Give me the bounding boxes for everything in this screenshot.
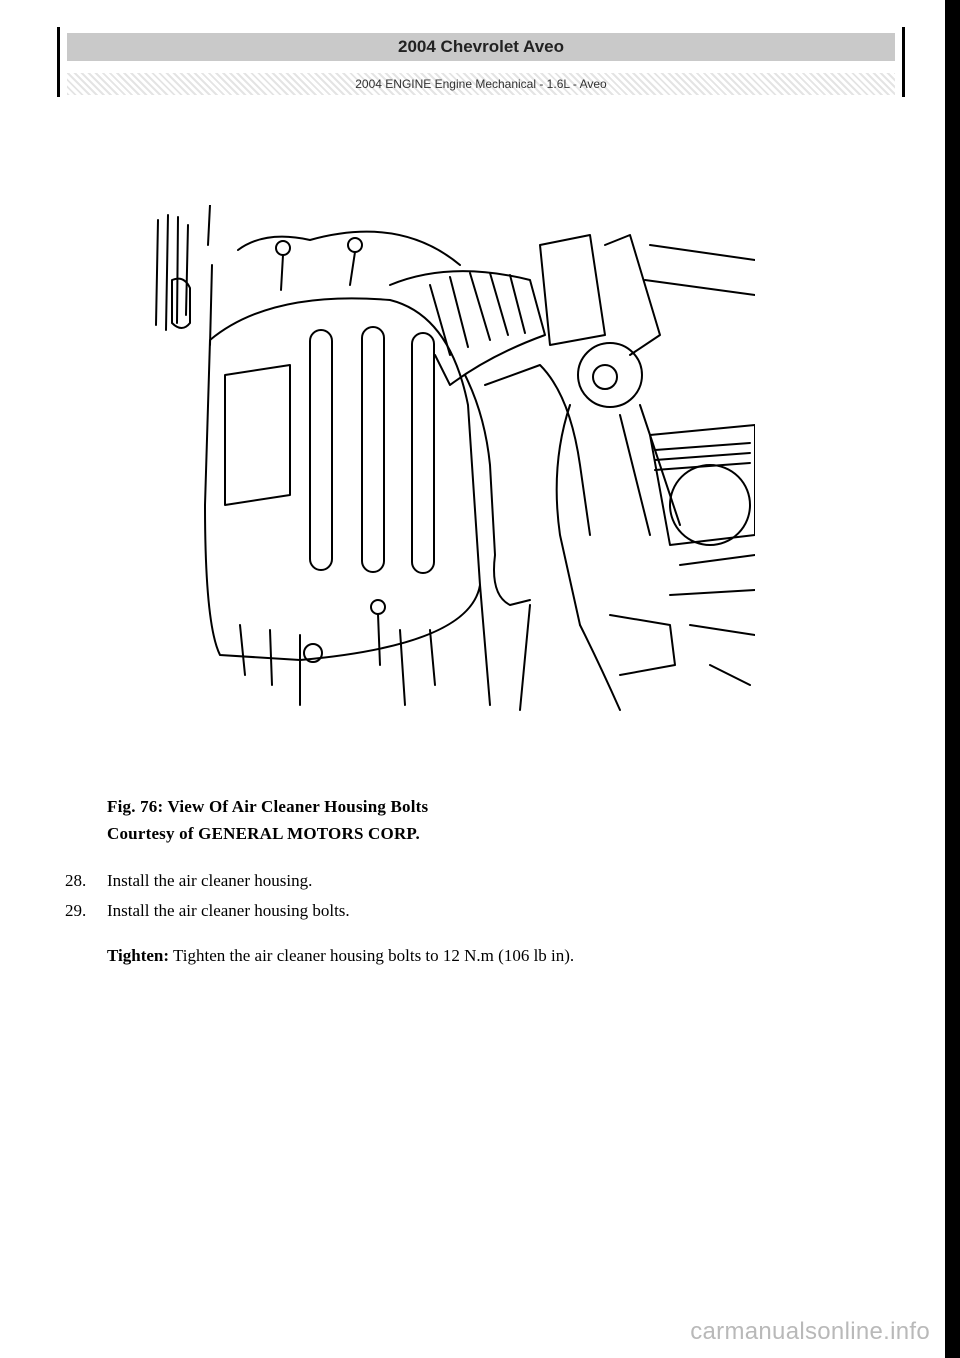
caption-title: Fig. 76: View Of Air Cleaner Housing Bolts	[107, 797, 429, 816]
torque-spec	[107, 945, 574, 967]
step-text: Install the air cleaner housing.	[107, 871, 313, 890]
engine-illustration	[150, 205, 755, 715]
torque-label: Tighten:	[107, 946, 170, 965]
step-number: 29.	[65, 901, 87, 920]
step-28	[65, 870, 312, 892]
caption-credit: Courtesy of GENERAL MOTORS CORP.	[107, 824, 420, 843]
figure-caption	[107, 793, 428, 847]
step-number: 28.	[65, 871, 87, 890]
page-edge-bar	[945, 0, 960, 1358]
step-text: Install the air cleaner housing bolts.	[107, 901, 350, 920]
step-29	[65, 900, 350, 922]
header-title: 2004 Chevrolet Aveo	[67, 33, 895, 61]
header-subtitle: 2004 ENGINE Engine Mechanical - 1.6L - Aveo	[67, 73, 895, 95]
page-header	[57, 27, 905, 97]
torque-text: Tighten the air cleaner housing bolts to 12 N.m (106 lb in).	[169, 946, 575, 965]
watermark: carmanualsonline.info	[690, 1318, 930, 1345]
